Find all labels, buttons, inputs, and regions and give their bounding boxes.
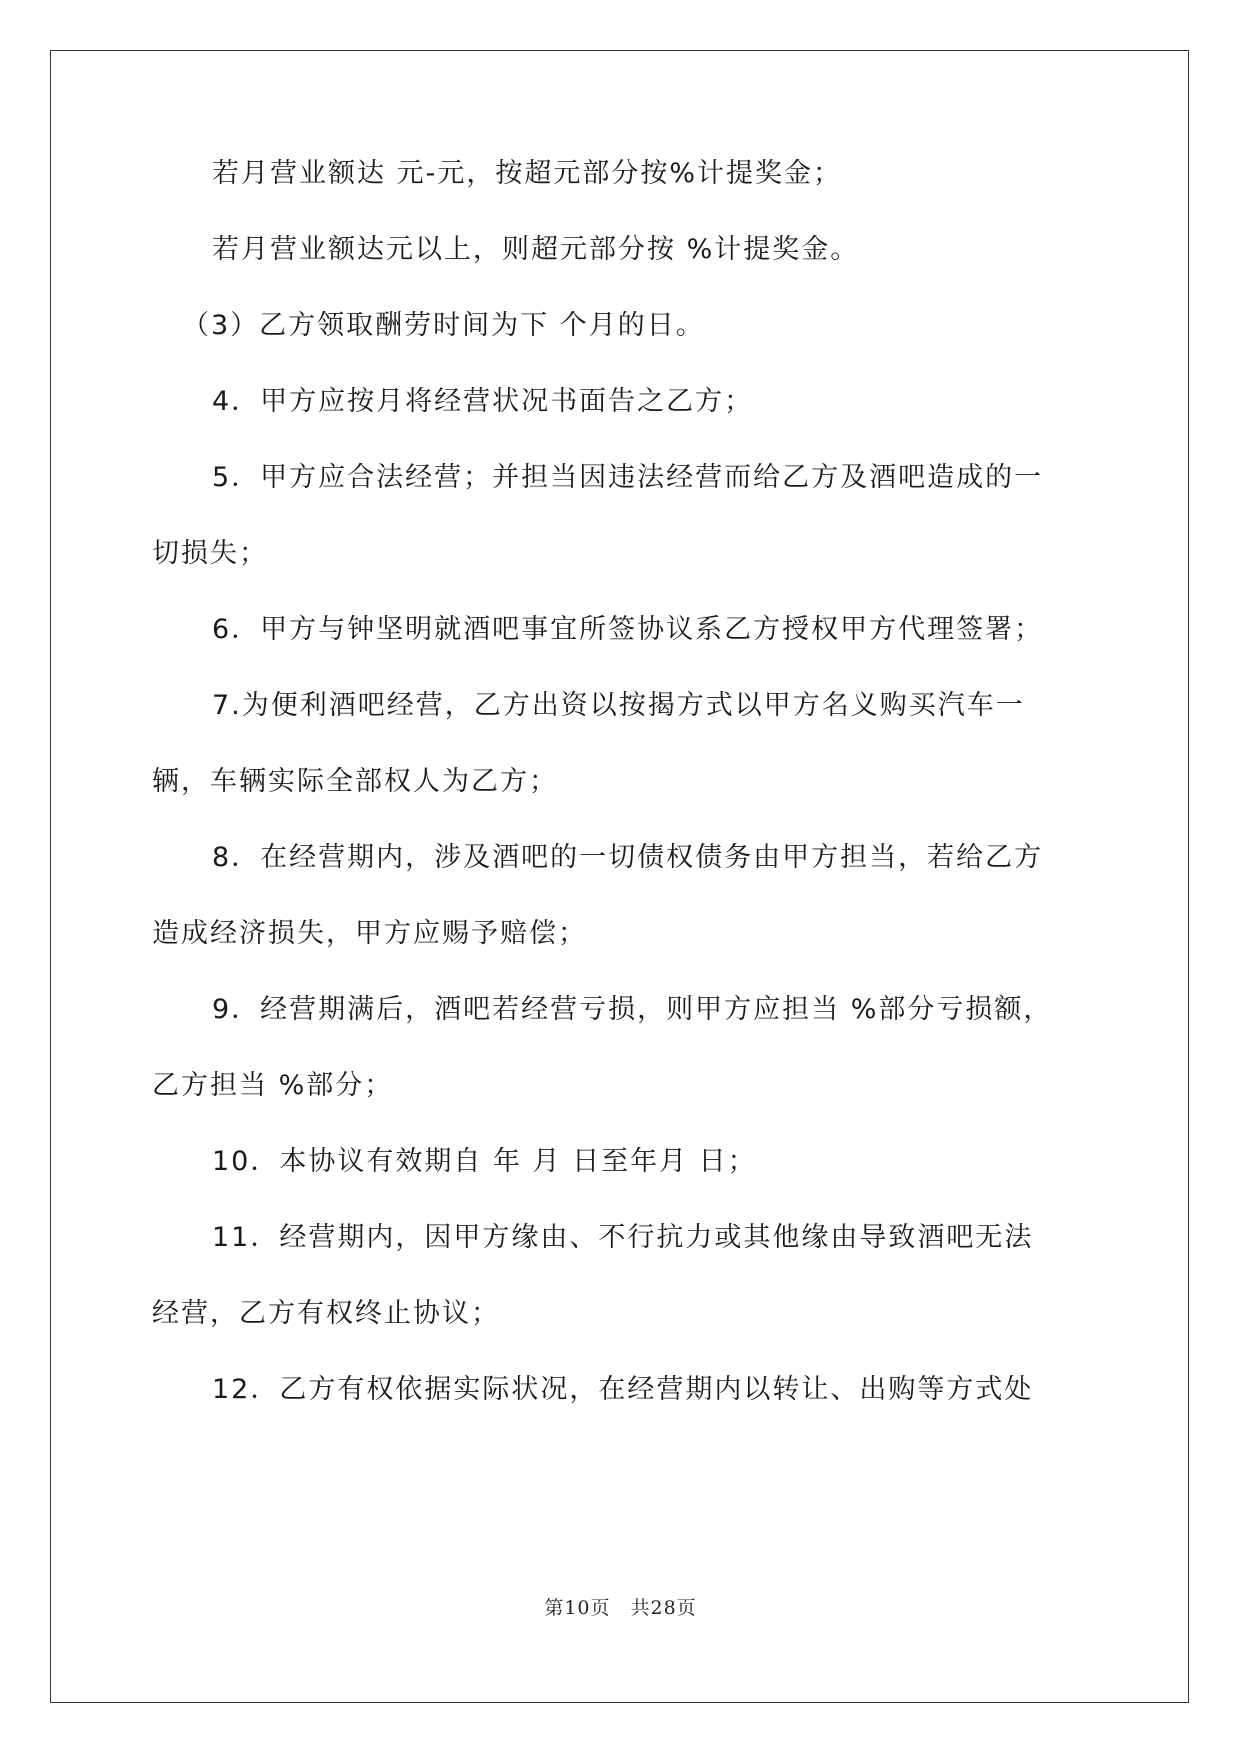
paragraph-line: 7.为便利酒吧经营，乙方出资以按揭方式以甲方名义购买汽车一 bbox=[212, 690, 1025, 721]
paragraph-line: 9．经营期满后，酒吧若经营亏损，则甲方应担当 %部分亏损额， bbox=[212, 994, 1053, 1025]
paragraph-line: 6．甲方与钟坚明就酒吧事宜所签协议系乙方授权甲方代理签署； bbox=[212, 614, 1044, 645]
paragraph-line: 10．本协议有效期自 年 月 日至年月 日； bbox=[212, 1146, 757, 1177]
paragraph-line: 乙方担当 %部分； bbox=[152, 1070, 394, 1101]
paragraph-line: 切损失； bbox=[152, 538, 268, 569]
page-number-footer: 第10页 共28页 bbox=[544, 1597, 697, 1619]
paragraph-line: 经营，乙方有权终止协议； bbox=[152, 1298, 500, 1329]
paragraph-line: 若月营业额达元以上，则超元部分按 %计提奖金。 bbox=[212, 234, 860, 265]
paragraph-line: 11．经营期内，因甲方缘由、不行抗力或其他缘由导致酒吧无法 bbox=[212, 1222, 1034, 1253]
paragraph-line: 8．在经营期内，涉及酒吧的一切债权债务由甲方担当，若给乙方 bbox=[212, 842, 1044, 873]
paragraph-line: 4．甲方应按月将经营状况书面告之乙方； bbox=[212, 386, 754, 417]
paragraph-line: 12．乙方有权依据实际状况，在经营期内以转让、出购等方式处 bbox=[212, 1374, 1034, 1405]
paragraph-line: （3）乙方领取酬劳时间为下 个月的日。 bbox=[182, 310, 705, 341]
paragraph-line: 5．甲方应合法经营；并担当因违法经营而给乙方及酒吧造成的一 bbox=[212, 462, 1044, 493]
paragraph-line: 造成经济损失，甲方应赐予赔偿； bbox=[152, 918, 587, 949]
paragraph-line: 若月营业额达 元-元，按超元部分按%计提奖金； bbox=[212, 158, 842, 189]
paragraph-line: 辆，车辆实际全部权人为乙方； bbox=[152, 766, 558, 797]
